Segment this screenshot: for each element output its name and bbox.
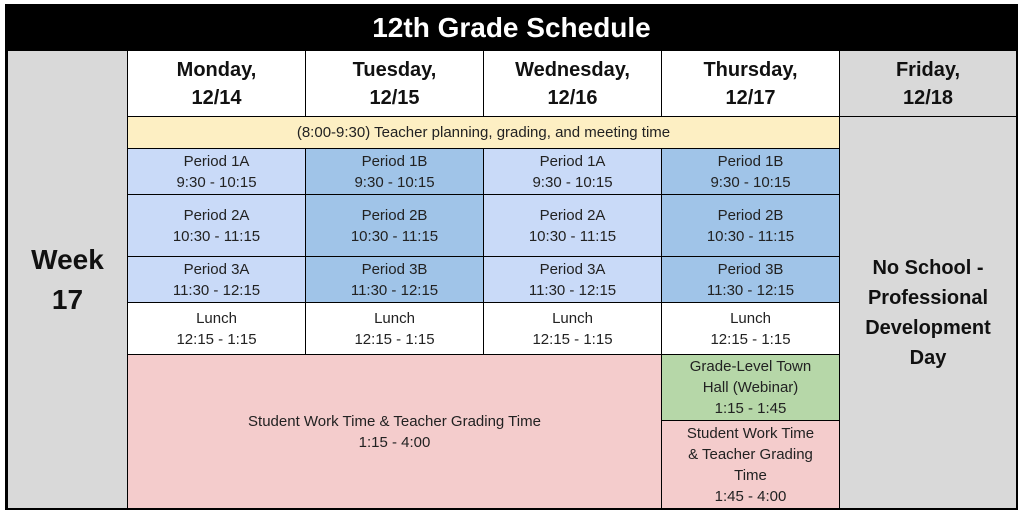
planning-cell: (8:00-9:30) Teacher planning, grading, and meeting time (128, 117, 840, 149)
day-header-row (8, 51, 1017, 117)
planning-row (8, 117, 1017, 149)
day-name: Thursday, (703, 58, 798, 81)
work-time-cell: Student Work Time & Teacher Grading Time 1:15 - 4:00 (128, 355, 662, 509)
town-hall-cell: Grade-Level Town Hall (Webinar) 1:15 - 1:45 (662, 355, 840, 421)
lunch-cell: Lunch 12:15 - 1:15 (484, 303, 662, 355)
day-name: Tuesday, (352, 58, 437, 81)
lunch-cell: Lunch 12:15 - 1:15 (306, 303, 484, 355)
day-date: 12/17 (725, 86, 776, 109)
period-cell: Period 3A 11:30 - 12:15 (128, 257, 306, 303)
period-cell: Period 1B 9:30 - 10:15 (662, 149, 840, 195)
day-header-friday (840, 51, 1017, 117)
period-cell: Period 1A 9:30 - 10:15 (484, 149, 662, 195)
period-cell: Period 3B 11:30 - 12:15 (662, 257, 840, 303)
schedule-table (7, 50, 1017, 509)
schedule-document (5, 4, 1018, 510)
week-number: 17 (51, 283, 84, 315)
day-name: Monday, (176, 58, 257, 81)
schedule-title: 12th Grade Schedule (7, 6, 1016, 50)
day-header-tuesday (306, 51, 484, 117)
period-cell: Period 2B 10:30 - 11:15 (306, 195, 484, 257)
period-cell: Period 2A 10:30 - 11:15 (484, 195, 662, 257)
day-date: 12/14 (191, 86, 242, 109)
friday-no-school-cell: No School - Professional Development Day (840, 117, 1017, 509)
day-name: Wednesday, (515, 58, 630, 81)
period-cell: Period 2A 10:30 - 11:15 (128, 195, 306, 257)
day-header-thursday (662, 51, 840, 117)
day-header-monday (128, 51, 306, 117)
period-cell: Period 3A 11:30 - 12:15 (484, 257, 662, 303)
day-date: 12/18 (902, 86, 954, 109)
day-date: 12/15 (369, 86, 420, 109)
week-word: Week (31, 243, 104, 275)
period-cell: Period 1B 9:30 - 10:15 (306, 149, 484, 195)
week-label (8, 51, 128, 509)
day-date: 12/16 (547, 86, 598, 109)
thursday-work-time-cell: Student Work Time & Teacher Grading Time 1:45 - 4:00 (662, 421, 840, 509)
period-cell: Period 3B 11:30 - 12:15 (306, 257, 484, 303)
lunch-cell: Lunch 12:15 - 1:15 (662, 303, 840, 355)
period-cell: Period 1A 9:30 - 10:15 (128, 149, 306, 195)
day-header-wednesday (484, 51, 662, 117)
lunch-cell: Lunch 12:15 - 1:15 (128, 303, 306, 355)
period-cell: Period 2B 10:30 - 11:15 (662, 195, 840, 257)
day-name: Friday, (895, 58, 961, 81)
